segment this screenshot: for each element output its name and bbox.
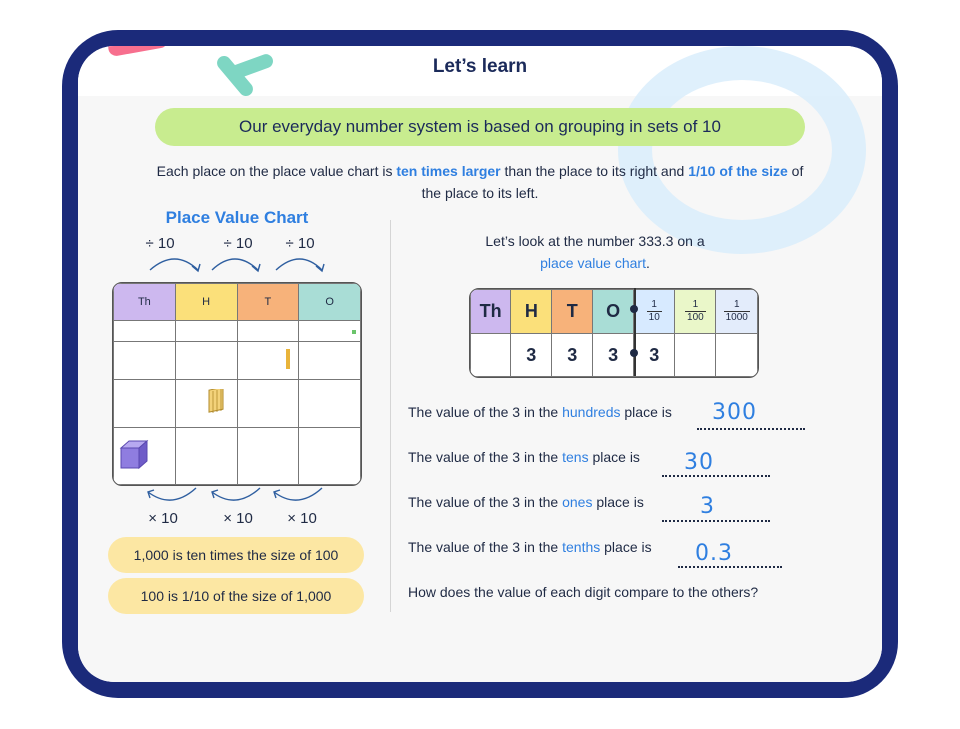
header-tenths [634, 290, 675, 334]
digit-cell: 3 [552, 334, 593, 377]
answer-ones[interactable]: 3 [700, 494, 715, 519]
question-text: The value of the 3 in the [408, 404, 563, 420]
fraction-numerator: 1 [685, 299, 706, 312]
column-header-thousands: Th [114, 284, 176, 321]
digit-cell: 3 [634, 334, 675, 377]
grid-cell [299, 379, 361, 427]
grid-cell [237, 427, 299, 484]
grid-cell [299, 321, 361, 342]
page-title: Let’s learn [432, 56, 528, 77]
grid-cell [237, 379, 299, 427]
answer-hundreds[interactable]: 300 [712, 400, 757, 425]
fraction-numerator: 1 [647, 299, 662, 312]
multiply-arrows [140, 484, 340, 512]
decimal-point-icon [630, 305, 638, 313]
header-hundredths [675, 290, 716, 334]
fraction-denominator: 10 [648, 311, 660, 323]
header-tens: T [552, 290, 593, 334]
column-divider [390, 220, 391, 612]
digit-cell: 3 [511, 334, 552, 377]
divide-arrow-icon [212, 259, 258, 270]
question-text: place is [592, 494, 644, 510]
intro-text [150, 160, 810, 204]
answer-tens[interactable]: 30 [684, 450, 714, 475]
intro-part: of the place to its left. [421, 163, 804, 201]
grid-cell [175, 379, 237, 427]
grid-cell [175, 341, 237, 379]
multiply-label: × 10 [148, 510, 178, 527]
column-header-ones: O [299, 284, 361, 321]
digit-cell [675, 334, 716, 377]
hundred-flat-icon [205, 389, 227, 415]
place-value-grid [112, 282, 362, 486]
place-value-chart-title: Place Value Chart [165, 208, 309, 227]
intro-part: than the place to its right and [500, 163, 689, 179]
place-word: tenths [562, 539, 601, 555]
column-header-hundreds: H [175, 284, 237, 321]
grid-cell [299, 341, 361, 379]
grid-cell [237, 321, 299, 342]
digit-cell [471, 334, 511, 377]
header-thousandths [716, 290, 758, 334]
grid-cell [299, 427, 361, 484]
divide-label: ÷ 10 [285, 235, 315, 252]
header-ones: O [593, 290, 634, 334]
divide-label: ÷ 10 [223, 235, 253, 252]
question-tenths [408, 539, 652, 555]
question-hundreds [408, 404, 672, 420]
grid-cell [114, 341, 176, 379]
divide-arrows [140, 250, 340, 282]
place-word: ones [562, 494, 593, 510]
unit-cube-icon [352, 330, 356, 334]
intro-highlight: 1/10 of the size [688, 163, 788, 179]
grid-cell [237, 341, 299, 379]
digit-cell [716, 334, 758, 377]
question-tens [408, 449, 640, 465]
fact-pill: 1,000 is ten times the size of 100 [108, 537, 364, 573]
final-question: How does the value of each digit compare to the others? [408, 584, 759, 600]
answer-line [662, 475, 770, 477]
column-header-tens: T [237, 284, 299, 321]
multiply-arrow-icon [274, 488, 322, 500]
multiply-label: × 10 [223, 510, 253, 527]
look-text [420, 230, 770, 274]
number-place-value-table [469, 288, 759, 378]
question-text: place is [620, 404, 672, 420]
header-bar [78, 46, 882, 96]
question-text: place is [600, 539, 652, 555]
intro-highlight: ten times larger [396, 163, 501, 179]
fraction-numerator: 1 [724, 299, 750, 312]
place-word: hundreds [562, 404, 621, 420]
grid-cell [114, 321, 176, 342]
question-text: The value of the 3 in the [408, 449, 563, 465]
multiply-label: × 10 [287, 510, 317, 527]
grid-cell [114, 379, 176, 427]
fraction-denominator: 1000 [725, 311, 748, 323]
multiply-arrow-icon [212, 488, 260, 500]
key-idea-banner: Our everyday number system is based on grouping in sets of 10 [155, 108, 805, 146]
answer-line [662, 520, 770, 522]
decimal-point-icon [630, 349, 638, 357]
grid-cell [114, 427, 176, 484]
digit-cell: 3 [593, 334, 634, 377]
answer-line [697, 428, 805, 430]
divide-arrow-icon [150, 259, 198, 270]
grid-cell [175, 321, 237, 342]
look-text-end: . [645, 255, 650, 271]
ten-rod-icon [286, 349, 290, 369]
decimal-point-line [634, 288, 636, 376]
answer-line [678, 566, 782, 568]
look-text-part: Let’s look at the number 333.3 on a [485, 233, 705, 249]
grid-cell [175, 427, 237, 484]
divide-arrow-icon [276, 259, 322, 270]
header-hundreds: H [511, 290, 552, 334]
intro-part: Each place on the place value chart is [156, 163, 397, 179]
question-text: place is [588, 449, 640, 465]
divide-label: ÷ 10 [145, 235, 175, 252]
question-text: The value of the 3 in the [408, 494, 563, 510]
place-value-chart-link[interactable]: place value chart [540, 255, 646, 271]
fraction-denominator: 100 [687, 311, 704, 323]
thousand-cube-icon [117, 438, 151, 470]
question-text: The value of the 3 in the [408, 539, 563, 555]
multiply-arrow-icon [148, 488, 196, 500]
header-thousands: Th [471, 290, 511, 334]
answer-tenths[interactable]: 0.3 [695, 541, 733, 566]
question-ones [408, 494, 644, 510]
place-word: tens [562, 449, 589, 465]
fact-pill: 100 is 1/10 of the size of 1,000 [108, 578, 364, 614]
